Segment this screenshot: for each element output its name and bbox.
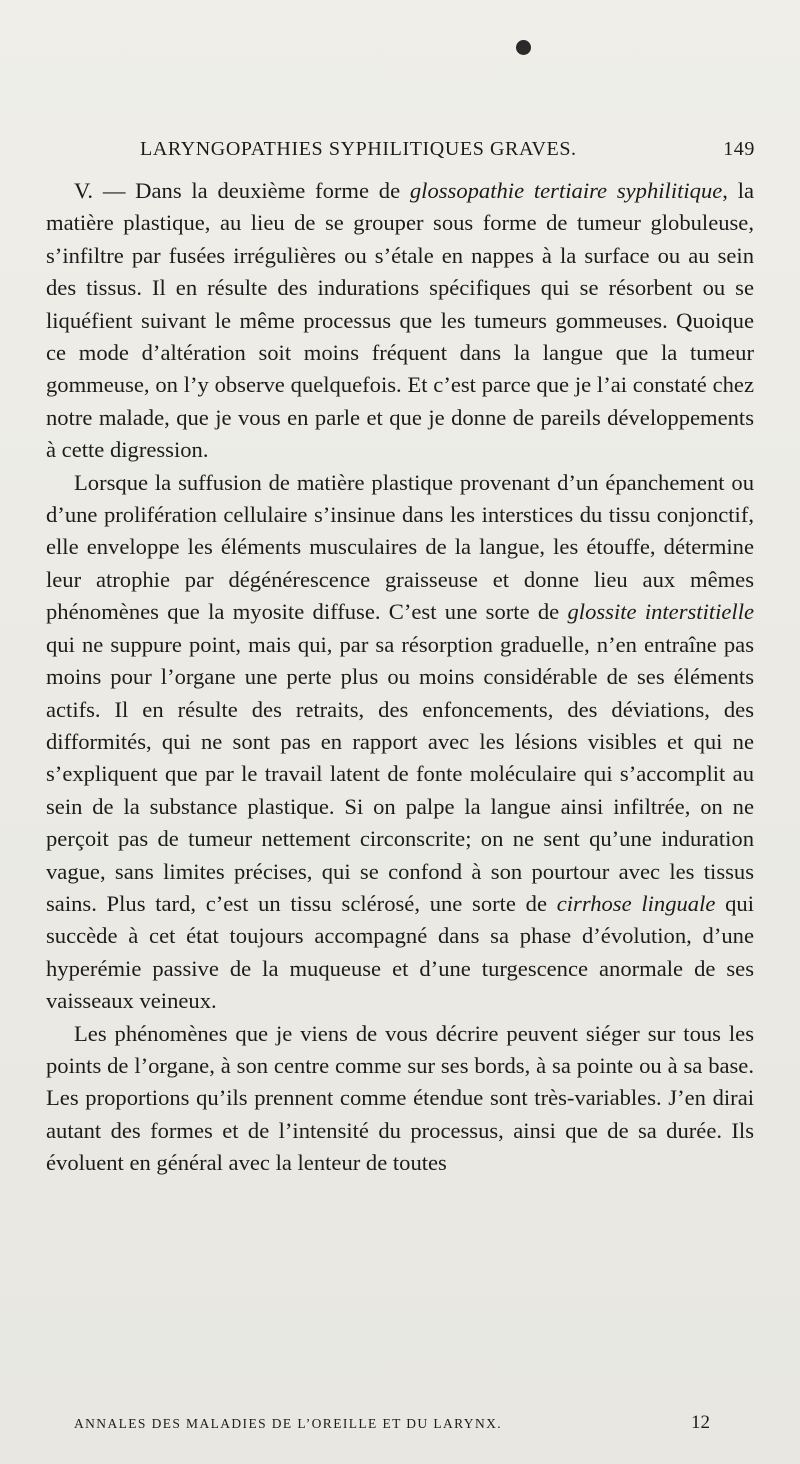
page-footer [74, 1414, 710, 1436]
paragraph-2-segment-3: qui ne suppure point, mais qui, par sa résorption graduelle, n’en entraîne pas moins pour l’organe une perte plus ou moins considérable de ses éléments actifs. Il en résulte des retraits, des enfoncements, des déviations, des difformités, qui ne sont pas en rapport avec les lésions visibles et qui ne s’expliquent que par le travail latent de fonte moléculaire qui s’accomplit au sein de la substance plastique. Si on palpe la langue ainsi infiltrée, on ne perçoit pas de tumeur nettement circonscrite; on ne sent qu’une induration vague, sans limites précises, qui se confond à son pourtour avec les tissus sains. Plus tard, c’est un tissu sclérosé, une sorte de [46, 631, 754, 916]
journal-title: ANNALES DES MALADIES DE L’OREILLE ET DU LARYNX. [74, 1416, 503, 1431]
body-text [46, 175, 754, 1180]
paragraph-3 [46, 1018, 754, 1180]
paragraph-2-italic-term-2: cirrhose linguale [556, 890, 716, 916]
paragraph-1-italic-term: glossopathie tertiaire syphilitique [409, 178, 723, 203]
paragraph-2-segment-5: qui succède à cet état toujours accompagné dans sa phase d’évolution, d’une hyperémie passive de la muqueuse et d’une turgescence anormale de ses vaisseaux veineux. [46, 890, 754, 1014]
paragraph-1 [46, 175, 754, 467]
paragraph-2-segment-1: Lorsque la suffusion de matière plastique provenant d’un épanchement ou d’une prolifération cellulaire s’insinue dans les interstices du tissu conjonctif, elle enveloppe les éléments musculaires de la langue, les étouffe, détermine leur atrophie par dégénérescence graisseuse et donne lieu aux mêmes phénomènes que la myosite diffuse. C’est une sorte de [46, 469, 754, 625]
running-title: LARYNGOPATHIES SYPHILITIQUES GRAVES. [140, 138, 577, 160]
paragraph-2 [46, 467, 754, 1018]
paragraph-1-segment-1: V. — Dans la deuxième forme de [74, 178, 410, 203]
running-head [120, 138, 755, 164]
signature-mark: 12 [691, 1412, 710, 1433]
paragraph-3-segment-1: Les phénomènes que je viens de vous décrire peuvent siéger sur tous les points de l’organe, à son centre comme sur ses bords, à sa pointe ou à sa base. Les proportions qu’ils prennent comme étendue sont très-variables. J’en dirai autant des formes et de l’intensité du processus, ainsi que de sa durée. Ils évoluent en général avec la lenteur de toutes [46, 1020, 754, 1176]
paragraph-2-italic-term-1: glossite interstitielle [567, 599, 755, 625]
paragraph-1-segment-3: , la matière plastique, au lieu de se grouper sous forme de tumeur globuleuse, s’infiltre par fusées irrégulières ou s’étale en nappes à la surface ou au sein des tissus. Il en résulte des indurations spécifiques qui se résorbent ou se liquéfient suivant le même processus que les tumeurs gommeuses. Quoique ce mode d’altération soit moins fréquent dans la langue que la tumeur gommeuse, on l’y observe quelquefois. Et c’est parce que je l’ai constaté chez notre malade, que je vous en parle et que je donne de pareils développements à cette digression. [46, 178, 755, 463]
binding-hole-dot [516, 40, 531, 55]
page-number: 149 [723, 138, 755, 160]
